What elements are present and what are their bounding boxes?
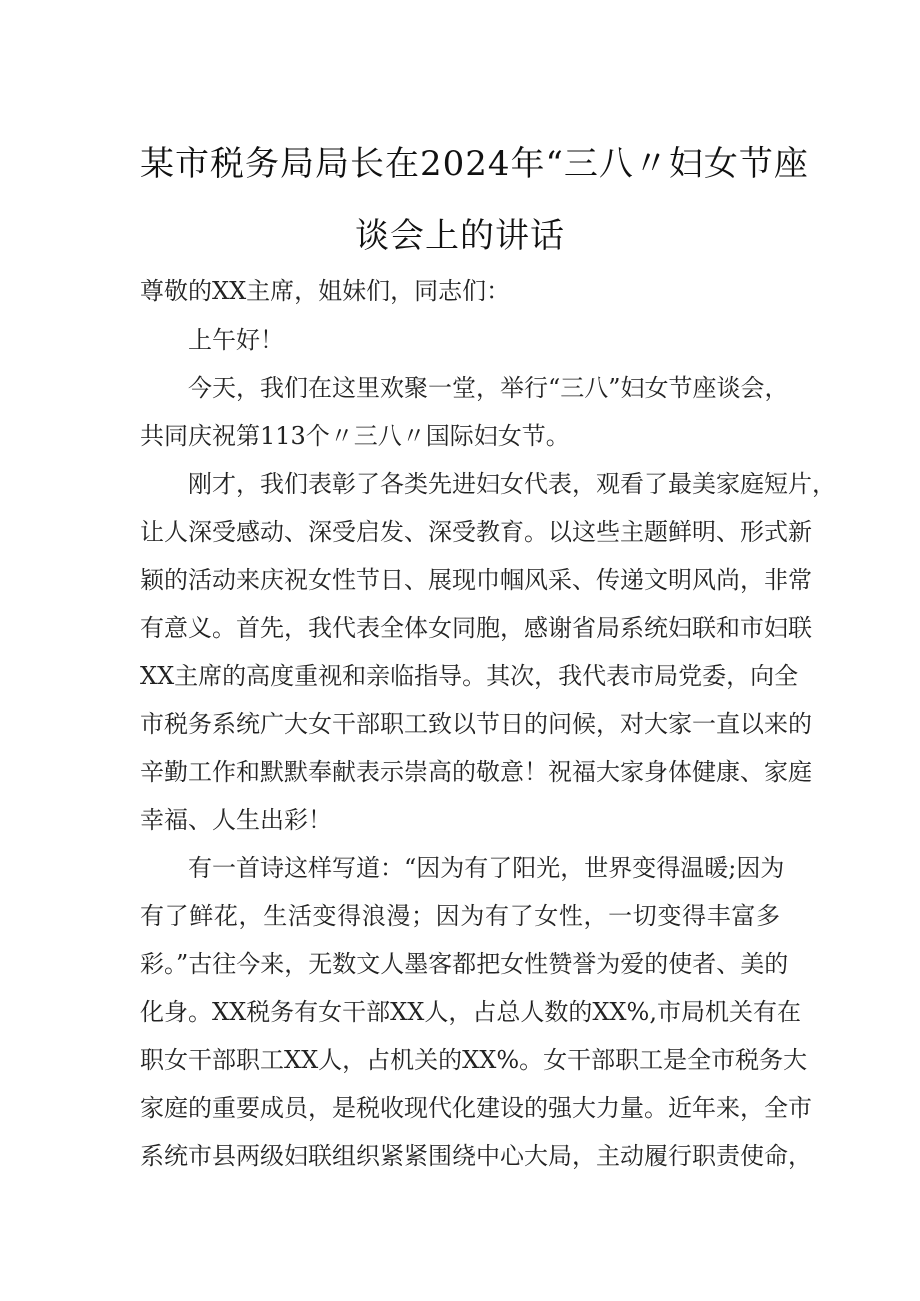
paragraph-line: 共同庆祝第113个〃三八〃国际妇女节。: [140, 422, 570, 450]
paragraph-line: 有意义。首先，我代表全体女同胞，感谢省局系统妇联和市妇联: [140, 614, 812, 642]
salutation: 尊敬的XX主席，姐妹们，同志们：: [140, 277, 511, 305]
paragraph-line: 刚才，我们表彰了各类先进妇女代表，观看了最美家庭短片，: [188, 470, 836, 498]
paragraph-line: 化身。XX税务有女干部XX人，占总人数的XX%,市局机关有在: [140, 998, 801, 1026]
paragraph-line: 系统市县两级妇联组织紧紧围绕中心大局，主动履行职责使命，: [140, 1142, 812, 1170]
paragraph-line: 家庭的重要成员，是税收现代化建设的强大力量。近年来，全市: [140, 1094, 812, 1122]
paragraph-line: 职女干部职工XX人，占机关的XX%。女干部职工是全市税务大: [140, 1046, 808, 1074]
paragraph-line: 幸福、人生出彩！: [140, 806, 332, 834]
greeting-line: 上午好！: [188, 326, 284, 354]
paragraph-line: 辛勤工作和默默奉献表示崇高的敬意！祝福大家身体健康、家庭: [140, 758, 812, 786]
paragraph-line: 市税务系统广大女干部职工致以节日的问候，对大家一直以来的: [140, 710, 812, 738]
paragraph-line: 今天，我们在这里欢聚一堂，举行“三八”妇女节座谈会，: [188, 374, 789, 402]
document-title-line-2: 谈会上的讲话: [355, 216, 565, 256]
paragraph-line: XX主席的高度重视和亲临指导。其次，我代表市局党委，向全: [140, 662, 799, 690]
paragraph-line: 让人深受感动、深受启发、深受教育。以这些主题鲜明、形式新: [140, 518, 812, 546]
paragraph-line: 彩。”古往今来，无数文人墨客都把女性赞誉为爱的使者、美的: [140, 950, 789, 978]
document-title-line-1: 某市税务局局长在2024年“三八〃妇女节座: [140, 144, 809, 184]
paragraph-line: 有一首诗这样写道：“因为有了阳光，世界变得温暖;因为: [188, 854, 785, 882]
paragraph-line: 颖的活动来庆祝女性节日、展现巾帼风采、传递文明风尚，非常: [140, 566, 812, 594]
paragraph-line: 有了鲜花，生活变得浪漫；因为有了女性，一切变得丰富多: [140, 902, 780, 930]
